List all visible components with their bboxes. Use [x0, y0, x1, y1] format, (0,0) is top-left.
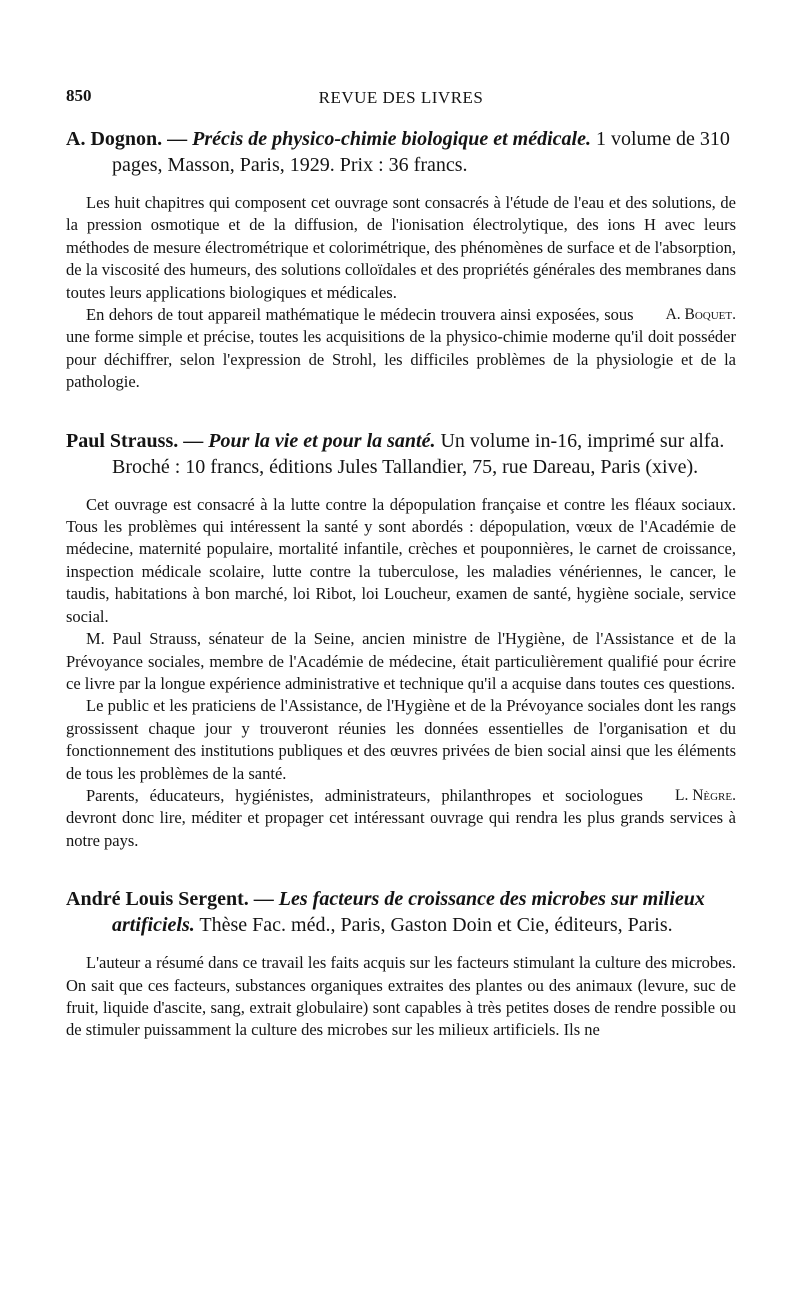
- review-title: Pour la vie et pour la santé.: [208, 429, 436, 452]
- heading-dash: —: [248, 888, 279, 911]
- review-heading: [66, 428, 736, 480]
- running-title: REVUE DES LIVRES: [318, 88, 484, 107]
- review-paragraph: M. Paul Strauss, sénateur de la Seine, ancien ministre de l'Hygiène, de l'Assistance et de la Prévoyance sociales, membre de l'Académie de médecine, était particulièrement qualifié pour écrire ce livre par la longue expérience administrative et technique qu'il a acquise dans toutes ces questions.: [66, 629, 736, 693]
- review-body: [66, 192, 736, 394]
- review-details: Thèse Fac. méd., Paris, Gaston Doin et Cie, éditeurs, Paris.: [194, 914, 673, 937]
- review-strauss: [66, 428, 736, 853]
- review-paragraph: Cet ouvrage est consacré à la lutte contre la dépopulation française et contre les fléaux sociaux. Tous les problèmes qui intéressent la santé y sont abordés : dépopulation, vœux de l'Académie de médecine, maternité populaire, mortalité infantile, crèches et pouponnières, le carnet de croissance, inspection médicale scolaire, lutte contre la tuberculose, les maladies vénériennes, le cancer, le taudis, habitations à bon marché, loi Ribot, loi Loucheur, examen de santé, hygiène sociale, service social.: [66, 494, 736, 626]
- review-sergent: [66, 886, 736, 1042]
- review-details: Un volume in-16, imprimé sur alfa. Broché : 10 francs, éditions Jules Tallandier, 75, rue Dareau, Paris (xive).: [112, 429, 725, 478]
- review-paragraph: Le public et les praticiens de l'Assistance, de l'Hygiène et de la Prévoyance sociales dont les rangs grossissent chaque jour y trouveront réunies les données essentielles de l'organisation et du fonctionnement des institutions publiques et des œuvres privées de bien social ainsi que les éléments de tous les problèmes de la santé.: [66, 696, 736, 783]
- review-author: Paul Strauss.: [66, 429, 179, 452]
- review-author: André Louis Sergent.: [66, 888, 249, 911]
- review-paragraph-text: En dehors de tout appareil mathématique le médecin trouvera ainsi exposées, sous une forme simple et précise, toutes les acquisitions de la physico-chimie moderne qu'il doit posséder pour déchiffrer, selon l'expression de Strohl, les difficiles problèmes de la physiologie et de la pathologie.: [66, 305, 736, 392]
- review-paragraph: [66, 304, 736, 394]
- review-title: Les facteurs de croissance des microbes sur milieux artificiels.: [112, 888, 705, 937]
- page-header: [66, 86, 736, 126]
- page-number: 850: [66, 86, 92, 105]
- review-author: A. Dognon.: [66, 128, 163, 150]
- review-paragraph-text: Parents, éducateurs, hygiénistes, administrateurs, philanthropes et sociologues devront donc lire, méditer et propager cet intéressant ouvrage qui rendra les plus grands services à notre pays.: [66, 785, 736, 850]
- review-body: [66, 494, 736, 853]
- review-body: [66, 952, 736, 1042]
- heading-dash: —: [162, 128, 193, 150]
- review-heading: [66, 126, 736, 178]
- review-dognon: [66, 126, 736, 394]
- review-signature: L. Nègre.: [674, 786, 736, 804]
- review-paragraph: [66, 785, 736, 852]
- review-details: 1 volume de 310 pages, Masson, Paris, 1929. Prix : 36 francs.: [112, 128, 730, 176]
- heading-dash: —: [178, 429, 209, 452]
- review-signature: A. Boquet.: [665, 306, 736, 324]
- review-title: Précis de physico-chimie biologique et médicale.: [192, 128, 591, 150]
- review-paragraph: Les huit chapitres qui composent cet ouvrage sont consacrés à l'étude de l'eau et des solutions, de la pression osmotique et de la diffusion, de l'ionisation électrolytique, des ions H avec leurs méthodes de mesure électrométrique et colorimétrique, des phénomènes de surface et de l'absorption, de la viscosité des humeurs, des solutions colloïdales et des propriétés générales des membranes dans toutes leurs applications biologiques et médicales.: [66, 193, 736, 302]
- review-heading: [66, 886, 736, 938]
- review-paragraph: L'auteur a résumé dans ce travail les faits acquis sur les facteurs stimulant la culture des microbes. On sait que ces facteurs, substances organiques extraites des plantes ou des animaux (levure, suc de fruit, liquide d'ascite, sang, extrait globulaire) sont capables à très petites doses de rendre possible ou de stimuler puissamment la culture des microbes sur les milieux artificiels. Ils ne: [66, 953, 736, 1040]
